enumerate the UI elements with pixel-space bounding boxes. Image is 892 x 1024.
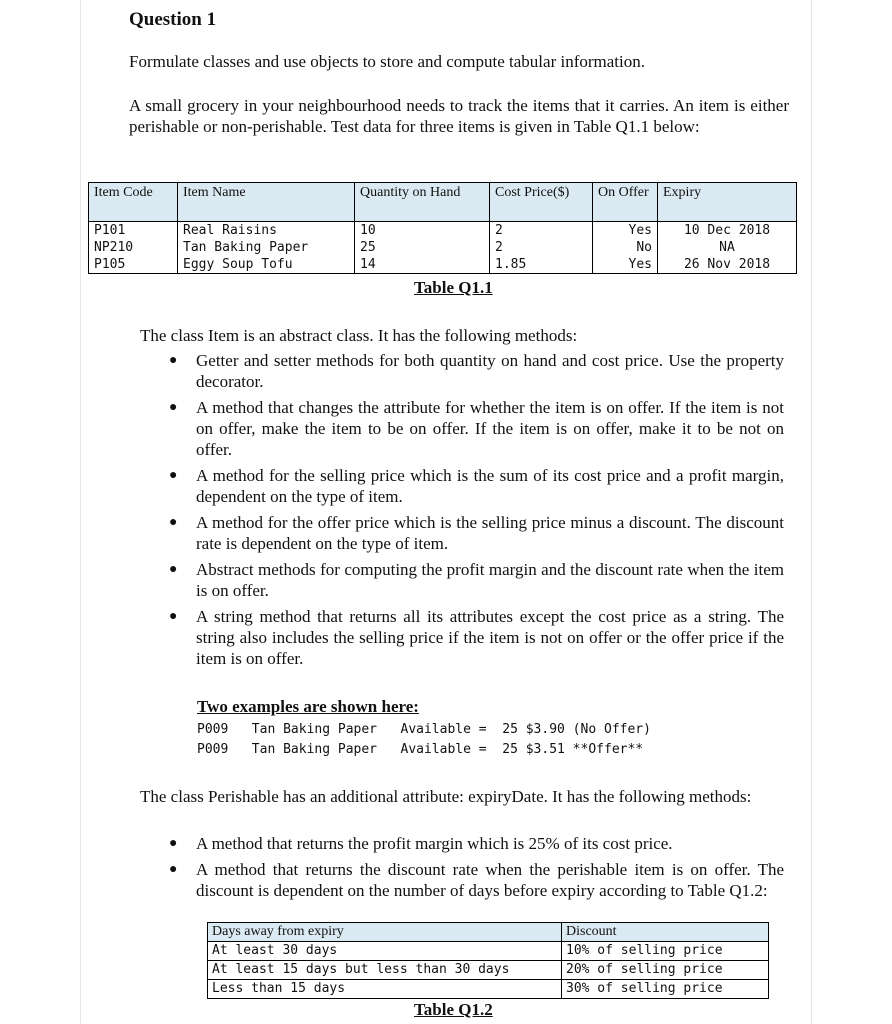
cell-discount: 10% of selling price [562,942,769,961]
table-row [208,942,769,961]
header-discount: Discount [562,923,769,942]
table-row [208,980,769,999]
item-methods-list [140,350,784,674]
table-row [208,961,769,980]
bullet-icon: ● [169,836,178,851]
cell-expiry: 10 Dec 2018 [658,222,797,240]
cell-days: At least 30 days [208,942,562,961]
perishable-methods-list [140,833,784,906]
bullet-icon: ● [169,515,178,530]
table-q1-1-caption: Table Q1.1 [414,278,493,297]
example-line-1: P009 Tan Baking Paper Available = 25 $3.90 (No Offer) [197,722,651,737]
cell-cost-price: 1.85 [490,256,593,274]
scenario-text: A small grocery in your neighbourhood needs to track the items that it carries. An item is either perishable or non-perishable. Test data for three items is given in Table Q1.1 below: [129,96,789,136]
cell-cost-price: 2 [490,222,593,240]
header-cost-price: Cost Price($) [490,183,593,222]
cell-item-code: P105 [89,256,178,274]
header-item-code: Item Code [89,183,178,222]
bullet-icon: ● [169,562,178,577]
items-table [88,182,797,274]
cell-quantity: 14 [355,256,490,274]
cell-item-name: Real Raisins [178,222,355,240]
list-item: ● A method that returns the discount rate when the perishable item is on offer. The discount is dependent on the number of days before expiry according to Table Q1.2: [169,860,784,900]
bullet-icon: ● [169,468,178,483]
cell-discount: 30% of selling price [562,980,769,999]
header-expiry: Expiry [658,183,797,222]
bullet-icon: ● [169,353,178,368]
list-item: ● Abstract methods for computing the profit margin and the discount rate when the item is on offer. [169,560,784,600]
cell-days: Less than 15 days [208,980,562,999]
cell-on-offer: No [593,239,658,256]
cell-on-offer: Yes [593,222,658,240]
examples-heading: Two examples are shown here: [197,697,419,716]
page-right-edge [811,0,812,1024]
cell-cost-price: 2 [490,239,593,256]
discount-table [207,922,769,999]
cell-expiry: 26 Nov 2018 [658,256,797,274]
header-item-name: Item Name [178,183,355,222]
list-item: ● A method for the selling price which is the sum of its cost price and a profit margin, dependent on the type of item. [169,466,784,506]
list-item: ● A method that returns the profit margin which is 25% of its cost price. [169,834,673,853]
cell-quantity: 25 [355,239,490,256]
intro-text: Formulate classes and use objects to store and compute tabular information. [129,52,646,71]
table-row [89,222,797,240]
header-days-away: Days away from expiry [208,923,562,942]
list-item: ● Getter and setter methods for both quantity on hand and cost price. Use the property decorator. [169,351,784,391]
item-class-intro: The class Item is an abstract class. It has the following methods: [140,326,578,345]
items-table-header [89,183,797,222]
bullet-icon: ● [169,609,178,624]
header-quantity: Quantity on Hand [355,183,490,222]
list-item: ● A string method that returns all its attributes except the cost price as a string. The string also includes the selling price if the item is not on offer or the offer price if the item is on offer. [169,607,784,668]
cell-on-offer: Yes [593,256,658,274]
cell-item-name: Eggy Soup Tofu [178,256,355,274]
bullet-icon: ● [169,862,178,877]
cell-expiry: NA [658,239,797,256]
example-line-2: P009 Tan Baking Paper Available = 25 $3.51 **Offer** [197,742,644,757]
page-left-edge [80,0,81,1024]
header-on-offer: On Offer [593,183,658,222]
list-item: ● A method that changes the attribute for whether the item is on offer. If the item is not on offer, make the item to be on offer. If the item is on offer, make it to be not on offer. [169,398,784,459]
cell-days: At least 15 days but less than 30 days [208,961,562,980]
question-title: Question 1 [129,9,217,30]
table-row [89,239,797,256]
table-q1-2-caption: Table Q1.2 [414,1000,493,1019]
table-row [89,256,797,274]
list-item: ● A method for the offer price which is the selling price minus a discount. The discount rate is dependent on the type of item. [169,513,784,553]
perishable-intro: The class Perishable has an additional attribute: expiryDate. It has the following methods: [140,787,752,806]
cell-item-code: NP210 [89,239,178,256]
cell-item-code: P101 [89,222,178,240]
cell-quantity: 10 [355,222,490,240]
cell-discount: 20% of selling price [562,961,769,980]
bullet-icon: ● [169,400,178,415]
discount-table-header [208,923,769,942]
cell-item-name: Tan Baking Paper [178,239,355,256]
